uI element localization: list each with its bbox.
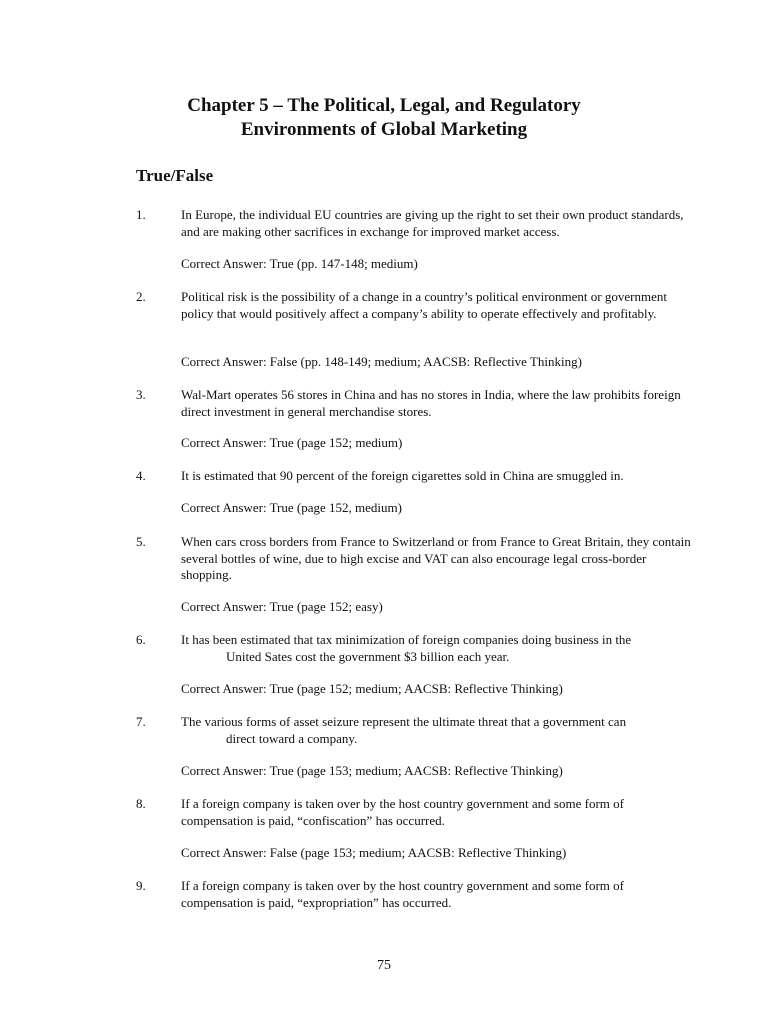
question-text: In Europe, the individual EU countries are giving up the right to set their own product standards, and are making other sacrifices in exchange for improved market access. — [181, 207, 684, 239]
question-number: 2. — [136, 289, 146, 304]
question-number: 1. — [136, 207, 146, 222]
answer-3: Correct Answer: True (page 152; medium) — [181, 435, 403, 450]
question-text: Wal-Mart operates 56 stores in China and has no stores in India, where the law prohibits foreign direct investment in general merchandise stores. — [181, 387, 681, 419]
question-text — [181, 632, 691, 665]
answer-1: Correct Answer: True (pp. 147-148; medium) — [181, 256, 418, 271]
question-number: 6. — [136, 632, 146, 647]
question-text-line-1: It has been estimated that tax minimization of foreign companies doing business in the — [181, 632, 632, 647]
question-text-line-2: United Sates cost the government $3 billion each year. — [226, 648, 510, 664]
page-number: 75 — [377, 958, 391, 973]
question-text: If a foreign company is taken over by the host country government and some form of compensation is paid, “confiscation” has occurred. — [181, 796, 624, 828]
question-text-line-2: direct toward a company. — [226, 730, 358, 746]
question-number: 3. — [136, 387, 146, 402]
question-text-line-1: The various forms of asset seizure represent the ultimate threat that a government can — [181, 714, 627, 729]
question-text: Political risk is the possibility of a change in a country’s political environment or government policy that would positively affect a company’s ability to operate effectively and profitably. — [181, 289, 667, 321]
section-heading: True/False — [136, 166, 214, 185]
answer-7: Correct Answer: True (page 153; medium; AACSB: Reflective Thinking) — [181, 763, 563, 778]
question-text: It is estimated that 90 percent of the foreign cigarettes sold in China are smuggled in. — [181, 468, 624, 483]
answer-6: Correct Answer: True (page 152; medium; AACSB: Reflective Thinking) — [181, 681, 563, 696]
question-text: If a foreign company is taken over by the host country government and some form of compensation is paid, “expropriation” has occurred. — [181, 878, 624, 910]
page-title — [0, 94, 768, 142]
question-text — [181, 714, 691, 747]
answer-8: Correct Answer: False (page 153; medium; AACSB: Reflective Thinking) — [181, 845, 567, 860]
page-title-line-1: Chapter 5 – The Political, Legal, and Regulatory — [187, 95, 581, 116]
question-number: 5. — [136, 534, 146, 549]
answer-4: Correct Answer: True (page 152, medium) — [181, 500, 402, 515]
question-number: 4. — [136, 468, 146, 483]
question-number: 9. — [136, 878, 146, 893]
page-title-line-2: Environments of Global Marketing — [240, 119, 528, 140]
question-text: When cars cross borders from France to Switzerland or from France to Great Britain, they contain several bottles of wine, due to high excise and VAT can also encourage legal cross-border shopping. — [181, 534, 691, 582]
answer-2: Correct Answer: False (pp. 148-149; medium; AACSB: Reflective Thinking) — [181, 354, 582, 369]
question-number: 8. — [136, 796, 146, 811]
answer-5: Correct Answer: True (page 152; easy) — [181, 599, 383, 614]
question-number: 7. — [136, 714, 146, 729]
